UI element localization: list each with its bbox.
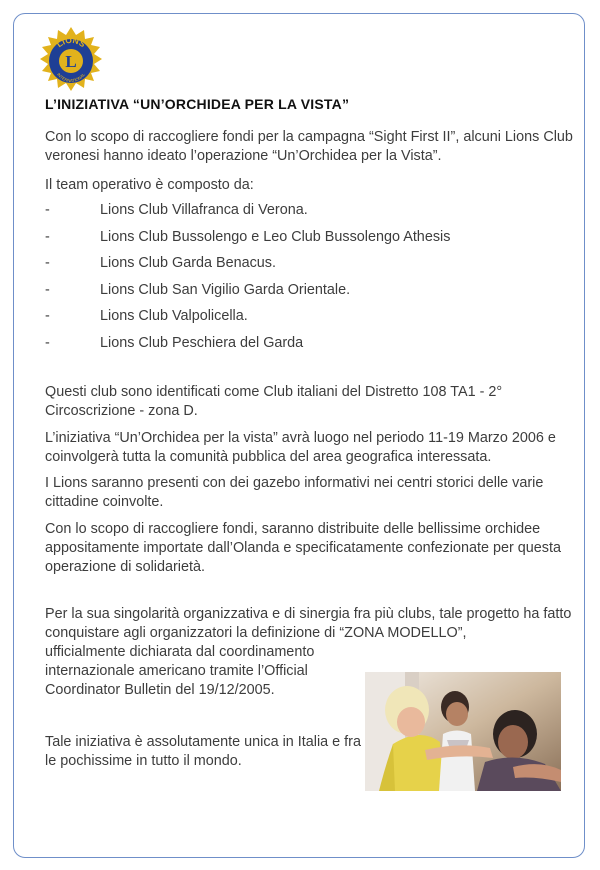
list-dash: -	[45, 228, 50, 245]
club-name: Lions Club Valpolicella.	[100, 308, 248, 324]
list-dash: -	[45, 308, 50, 324]
zona-modello-line-2: ufficialmente dichiarata dal coordinamento internazionale americano tramite l’Official Coordinator Bulletin del 19/12/2005.	[45, 644, 315, 698]
list-dash: -	[45, 281, 50, 298]
list-dash: -	[45, 255, 50, 271]
team-intro: Il team operativo è composto da:	[45, 177, 254, 193]
club-name: Lions Club Garda Benacus.	[100, 255, 276, 271]
logo-text-top: LIONS	[54, 34, 88, 50]
unique-paragraph: Tale iniziativa è assolutamente unica in Italia e fra le pochissime in tutto il mondo.	[45, 734, 361, 769]
clubs-paragraph: Questi club sono identificati come Club italiani del Distretto 108 TA1 - 2° Circoscrizione - zona D.	[45, 384, 503, 419]
club-name: Lions Club Villafranca di Verona.	[100, 202, 308, 218]
club-name: Lions Club Peschiera del Garda	[100, 334, 304, 351]
club-name: Lions Club Bussolengo e Leo Club Bussolengo Athesis	[100, 228, 451, 245]
lions-international-logo	[33, 26, 109, 96]
list-dash: -	[45, 202, 50, 218]
club-name: Lions Club San Vigilio Garda Orientale.	[100, 281, 351, 298]
list-dash: -	[45, 334, 50, 351]
article-heading: L’INIZIATIVA “UN’ORCHIDEA PER LA VISTA”	[45, 96, 350, 112]
period-paragraph: L’iniziativa “Un’Orchidea per la vista” avrà luogo nel periodo 11-19 Marzo 2006 e coinvolgerà tutta la comunità pubblica del area geografica interessata.	[45, 430, 556, 465]
event-photo	[365, 672, 561, 791]
gazebo-paragraph: I Lions saranno presenti con dei gazebo informativi nei centri storici delle varie cittadine coinvolte.	[45, 475, 544, 510]
zona-modello-line-1: Per la sua singolarità organizzativa e di sinergia fra più clubs, tale progetto ha fatto conquistare agli organizzatori la definizione di “ZONA MODELLO”,	[45, 606, 572, 641]
intro-paragraph: Con lo scopo di raccogliere fondi per la campagna “Sight First II”, alcuni Lions Club veronesi hanno ideato l’operazione “Un’Orchidea per la Vista”.	[45, 129, 573, 164]
logo-letter: L	[65, 52, 77, 71]
logo-text-bottom: INTERNATIONAL	[55, 71, 87, 84]
orchids-paragraph: Con lo scopo di raccogliere fondi, saranno distribuite delle bellissime orchidee appositamente importate dall’Olanda e specificatamente confezionate per questa operazione di solidarietà.	[45, 521, 561, 575]
